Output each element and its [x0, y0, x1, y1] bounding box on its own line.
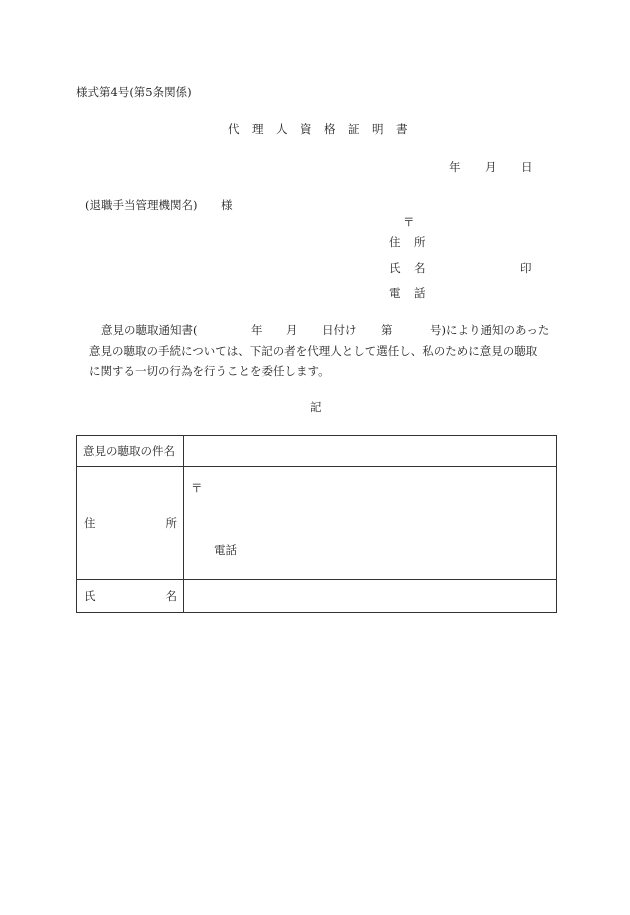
body-line1-rest: 号)により通知のあった	[430, 323, 550, 337]
address-value-cell[interactable]	[184, 467, 557, 580]
body-line1-month: 月	[286, 323, 298, 337]
case-value-cell[interactable]	[184, 436, 557, 467]
address-label-1: 住	[84, 516, 96, 530]
applicant-address-label-1: 住	[389, 235, 401, 249]
table-row-address	[77, 467, 557, 580]
body-line1-part1: 意見の聴取通知書(	[101, 323, 198, 337]
proxy-info-table	[76, 435, 557, 613]
name-value-cell[interactable]	[184, 580, 557, 613]
case-label: 意見の聴取の件名	[83, 444, 175, 458]
applicant-phone-label-2: 話	[414, 286, 426, 300]
document-title	[228, 124, 420, 136]
table-row-case	[77, 436, 557, 467]
body-line1-dated: 日付け	[322, 323, 357, 337]
document-title-text: 代理人資格証明書	[228, 122, 420, 136]
seal-mark: 印	[520, 261, 532, 275]
table-postal-mark: 〒	[191, 481, 203, 495]
table-row-name	[77, 580, 557, 613]
addressee-honorific: 様	[221, 198, 233, 212]
applicant-name-label-1: 氏	[389, 261, 401, 275]
applicant-name-label-2: 名	[414, 261, 426, 275]
body-line2: 意見の聴取の手続については、下記の者を代理人として選任し、私のために意見の聴取	[89, 344, 538, 358]
name-label-2: 名	[165, 589, 177, 603]
form-number: 様式第4号(第5条関係)	[76, 85, 192, 99]
address-label-cell	[77, 467, 184, 580]
body-line3: に関する一切の行為を行うことを委任します。	[89, 364, 330, 378]
name-label-1: 氏	[84, 589, 96, 603]
case-label-cell	[77, 436, 184, 467]
address-label-2: 所	[165, 516, 177, 530]
date-year: 年	[449, 160, 461, 174]
body-line1-year: 年	[251, 323, 263, 337]
date-month: 月	[485, 160, 497, 174]
body-line1-dai: 第	[381, 323, 393, 337]
applicant-postal-mark: 〒	[403, 215, 415, 229]
table-phone-label: 電話	[214, 543, 237, 557]
addressee-org: (退職手当管理機関名)	[85, 198, 198, 212]
applicant-phone-label-1: 電	[389, 286, 401, 300]
applicant-address-label-2: 所	[414, 235, 426, 249]
name-label-cell	[77, 580, 184, 613]
ki-heading: 記	[310, 400, 322, 414]
date-day: 日	[521, 160, 533, 174]
